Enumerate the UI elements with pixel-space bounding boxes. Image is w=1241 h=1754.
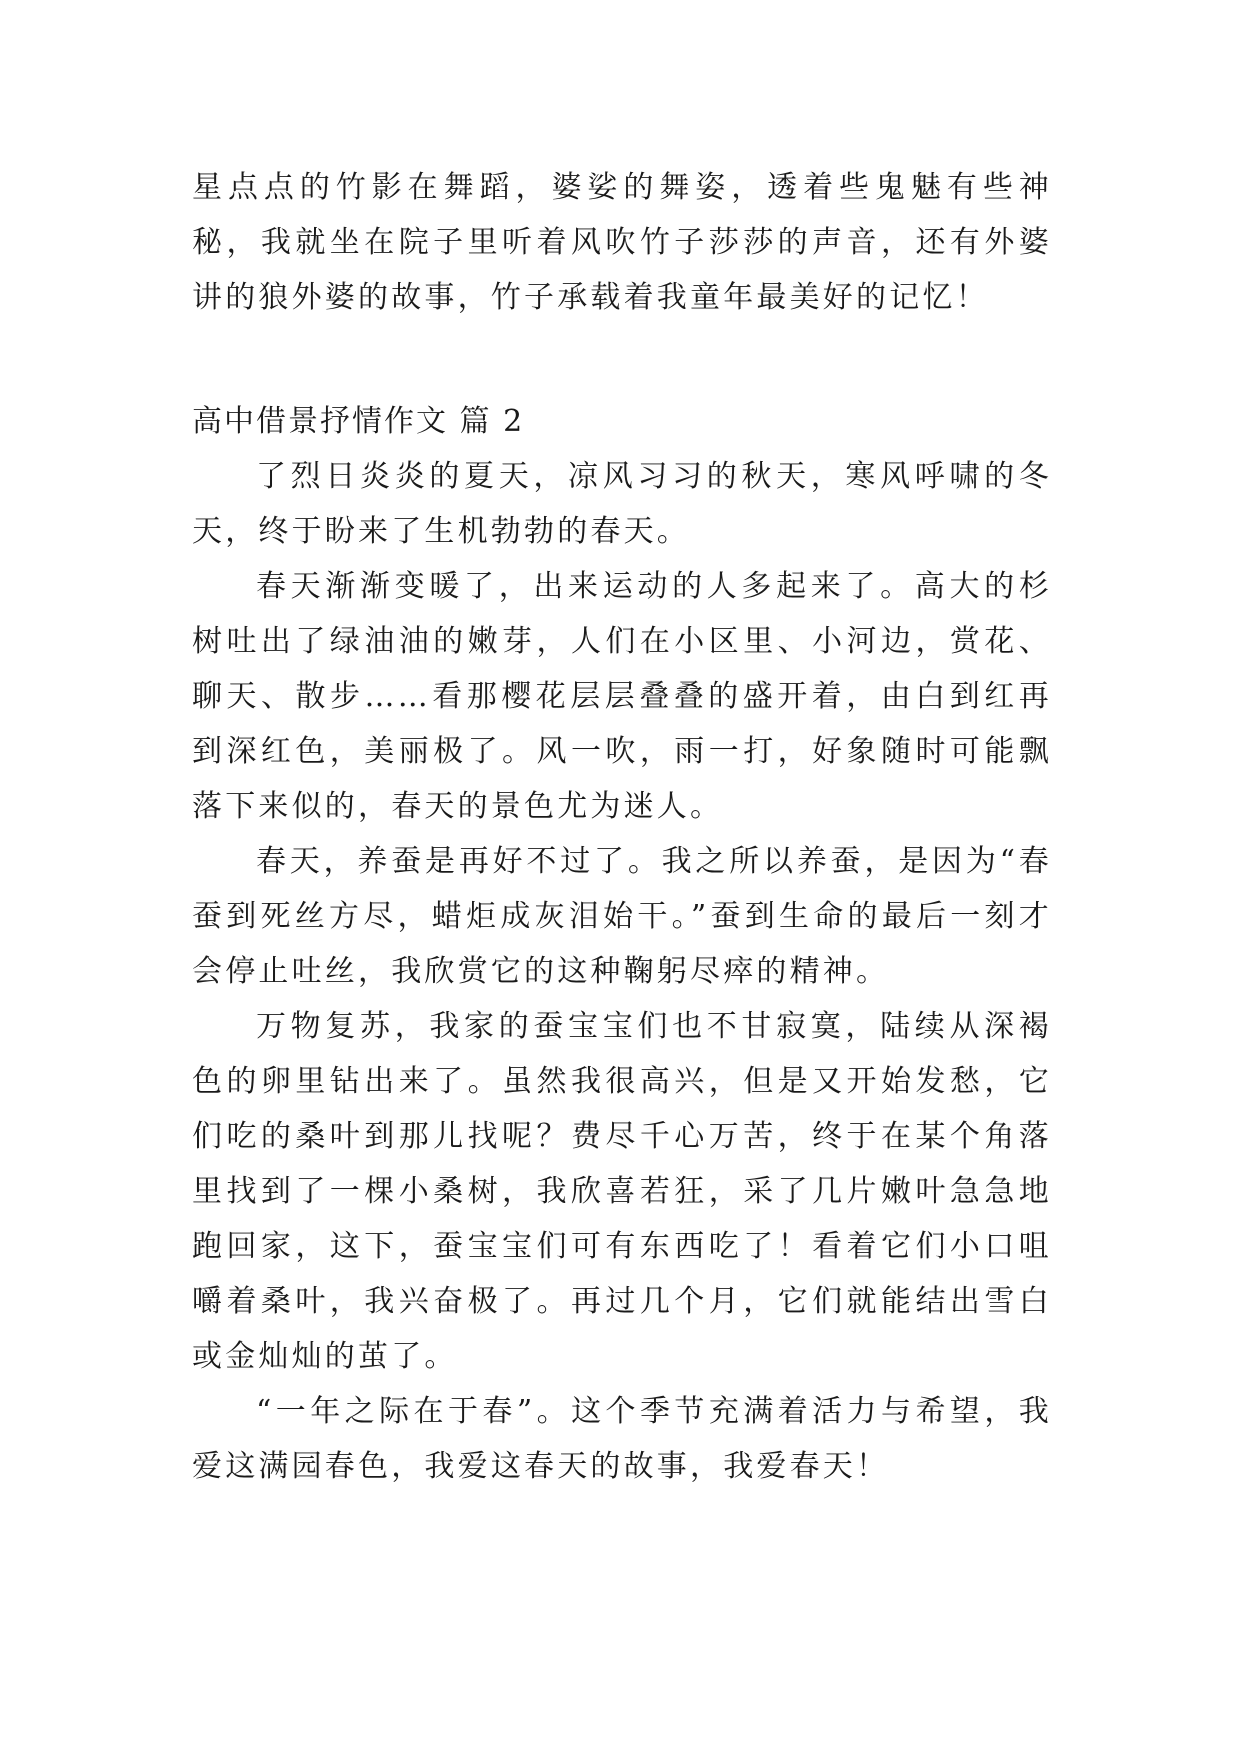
paragraph-4: 万物复苏，我家的蚕宝宝们也不甘寂寞，陆续从深褐色的卵里钻出来了。虽然我很高兴，但是又开始发愁，它们吃的桑叶到那儿找呢？费尽千心万苦，终于在某个角落里找到了一棵小桑树，我欣喜若狂，采了几片嫩叶急急地跑回家，这下，蚕宝宝们可有东西吃了！看着它们小口咀嚼着桑叶，我兴奋极了。再过几个月，它们就能结出雪白或金灿灿的茧了。 [192,1009,1052,1374]
document-body [192,160,1052,1494]
paragraph-continued: 星点点的竹影在舞蹈，婆娑的舞姿，透着些鬼魅有些神秘，我就坐在院子里听着风吹竹子莎莎的声音，还有外婆讲的狼外婆的故事，竹子承载着我童年最美好的记忆！ [192,170,1052,315]
section-title: 高中借景抒情作文 篇 2 [192,404,525,439]
paragraph-3: 春天，养蚕是再好不过了。我之所以养蚕，是因为“春蚕到死丝方尽，蜡炬成灰泪始干。”蚕到生命的最后一刻才会停止吐丝，我欣赏它的这种鞠躬尽瘁的精神。 [192,844,1052,989]
paragraph-5: “一年之际在于春”。这个季节充满着活力与希望，我爱这满园春色，我爱这春天的故事，我爱春天！ [192,1394,1052,1484]
paragraph-2: 春天渐渐变暖了，出来运动的人多起来了。高大的杉树吐出了绿油油的嫩芽，人们在小区里、小河边，赏花、聊天、散步……看那樱花层层叠叠的盛开着，由白到红再到深红色，美丽极了。风一吹，雨一打，好象随时可能飘落下来似的，春天的景色尤为迷人。 [192,569,1052,824]
paragraph-1: 了烈日炎炎的夏天，凉风习习的秋天，寒风呼啸的冬天，终于盼来了生机勃勃的春天。 [192,459,1052,549]
